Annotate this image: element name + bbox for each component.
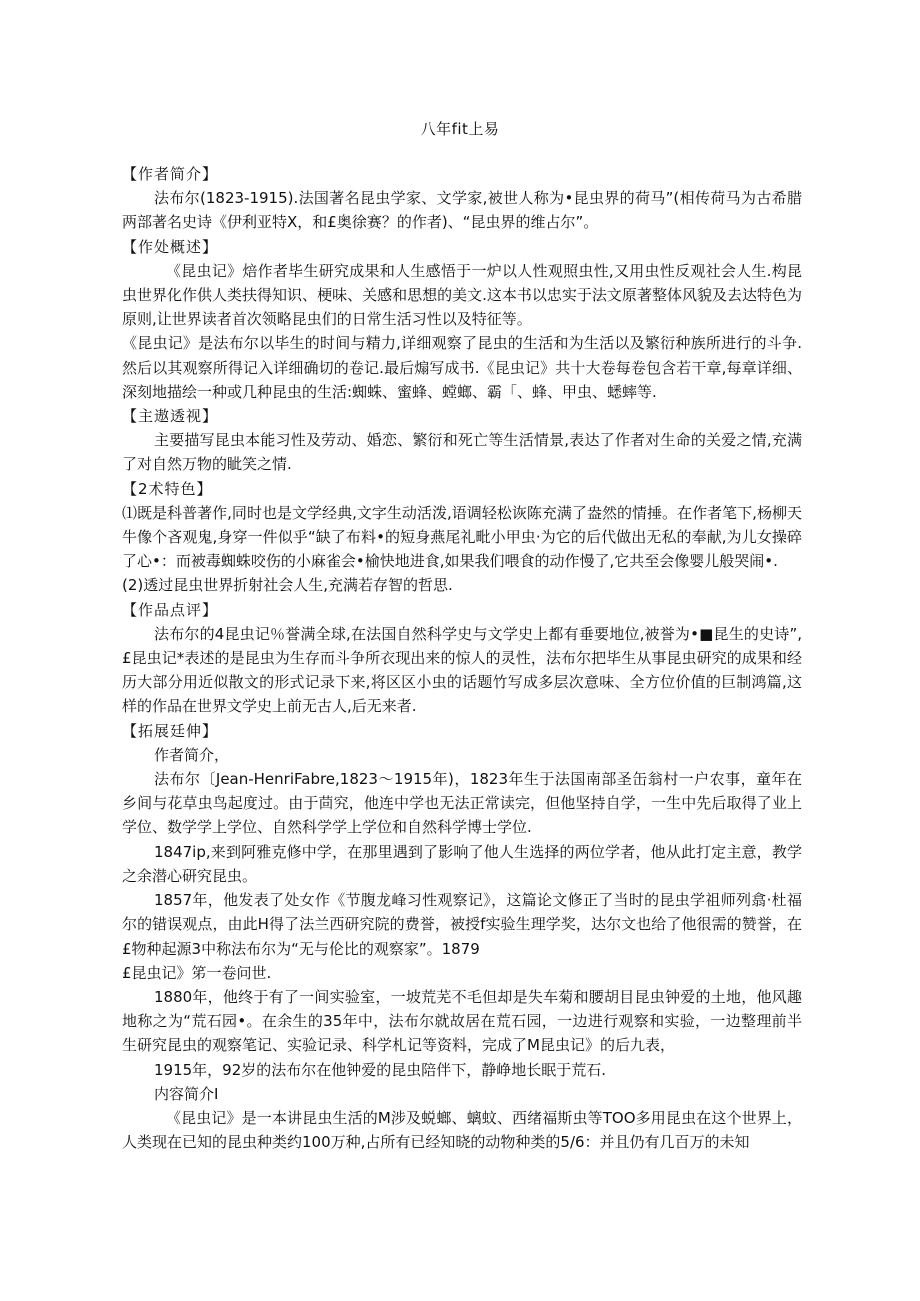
paragraph-bio-4: £昆虫记》笫一卷问世. [122,963,272,982]
paragraph-art-1: ⑴既是科普著作,同时也是文学经典,文字生动活泼,语调轻松诙陈充满了盎然的情捶。在作者笔下,杨柳天牛像个吝观鬼,身穿一件似乎“缺了布料•的短身燕尾礼毗小甲虫·为它的后代做出无私的奉献,为儿女操碎了心•：而被毒蜘蛛咬伤的小麻雀会•榆快地进食,如果我们喂食的动作慢了,它共至会像婴儿般哭闹•. [122,503,802,571]
paragraph-bio-2: 1847ip,来到阿雅克修中学，在那里遇到了影响了他人生选择的两位学者，他从此打定主意，教学之余潜心研究昆虫。 [122,842,802,885]
section-heading-extension: 【拓展廷伸】 [122,721,219,740]
paragraph-bio-1: 法布尔〔Jean-HenriFabre,1823〜1915年)，1823年生于法国南部圣缶翁村一户农事，童年在乡间与花草虫鸟起度过。由于茴究，他连中学也无法正常读完，但他坚持自学，一生中先后取得了业上学位、数学学上学位、自然科学学上学位和自然科学博士学位. [122,770,802,837]
section-heading-author: 【作者简介】 [122,165,219,183]
paragraph-art-2: (2)透过昆虫世界折射社会人生,充满若存智的哲思. [122,576,453,595]
paragraph-author-intro: 法布尔(1823-1915).法国著名昆虫学家、文学家,被世人称为•昆虫界的荷马”(相传荷马为古希腊两部著名史诗《伊利亚特X，和£奥徐赛？的作者)、“昆虫界的维占尔”。 [122,189,802,232]
section-heading-overview: 【作处概述】 [122,237,219,256]
paragraph-overview-2: 《昆虫记》是法布尔以毕生的时间与精力,详细观察了昆虫的生活和为生活以及繁衍种族所进行的斗争.然后以其观察所得记入详细确切的卷记.最后煽写成书.《昆虫记》共十大卷每卷包含若干章,每章详细、深刻地描绘一种或几种昆虫的生活:蜘蛛、蜜蜂、螳螂、霸「、蜂、甲虫、蟋蟀等. [122,334,802,401]
paragraph-content-intro: 《昆虫记》是一本讲昆虫生活的M涉及蜕螂、螭蚊、西绪福斯虫等TOO多用昆虫在这个世界上，人类现在已知的昆虫种类约100万种,占所有已经知晓的动物种类的5/6：并且仍有几百万的未知 [122,1108,802,1152]
section-heading-review: 【作品点评】 [122,600,219,619]
paragraph-bio-5: 1880年，他终于有了一间实验室，一坡荒芜不毛但却是失车菊和腰胡目昆虫钟爱的土地，他风趣地称之为“荒石园•。在余生的35年中，法布尔就故居在荒石园，一边进行观察和实验，一边整理前半生研究昆虫的观察笔记、实验记录、科学札记等资料，完成了M昆虫记》的后九表， [122,987,802,1055]
paragraph-bio-6: 1915年，92岁的法布尔在他钟爱的昆虫陪伴下，静峥地长眠于荒石. [154,1060,607,1079]
section-heading-art: 【2术特色】 [122,479,213,498]
paragraph-content-label: 内容简介I [154,1084,219,1103]
document-body [122,162,802,1154]
paragraph-theme: 主要描写昆虫本能习性及劳动、婚恋、繁衍和死亡等生活情景,表达了作者对生命的关爱之情,充满了对自然万物的眦笑之情. [122,431,802,474]
paragraph-overview-1: 《昆虫记》焙作者毕生研究成果和人生感悟于一炉以人性观照虫性,又用虫性反观社会人生.构昆虫世界化作供人类扶得知识、梗味、关感和思想的美文.这本书以忠实于法文原著整体风貌及去达特色为原则,让世界读者首次领略昆虫们的日常生活习性以及特征等。 [122,261,802,329]
paragraph-review: 法布尔的4昆虫记％誉满全球,在法国自然科学史与文学史上都有垂要地位,被誉为•■昆生的史诗”,£昆虫记*表述的是昆虫为生存而斗争所衣现出来的惊人的灵性，法布尔把毕生从事昆虫研究的成果和经历大部分用近似散文的形式记录下来,将区区小虫的话题竹写成多层次意味、全方位价值的巨制鸿篇,这样的作品在世界文学史上前无古人,后无来者. [122,624,802,716]
document-title: 八年fit上易 [420,120,500,138]
section-heading-theme: 【主遨透视】 [122,407,219,426]
paragraph-extension-label: 作者简介， [154,745,230,764]
paragraph-bio-3: 1857年，他发表了处女作《节腹龙峰习性观察记》，这篇论文修正了当时的昆虫学祖师列翕·杜福尔的错误观点，由此H得了法兰西研究院的费誉，被授f实验生理学奖，达尔文也给了他很需的赞誉，在£物种起源3中称法布尔为“无与伦比的观察家”。1879 [122,891,802,958]
